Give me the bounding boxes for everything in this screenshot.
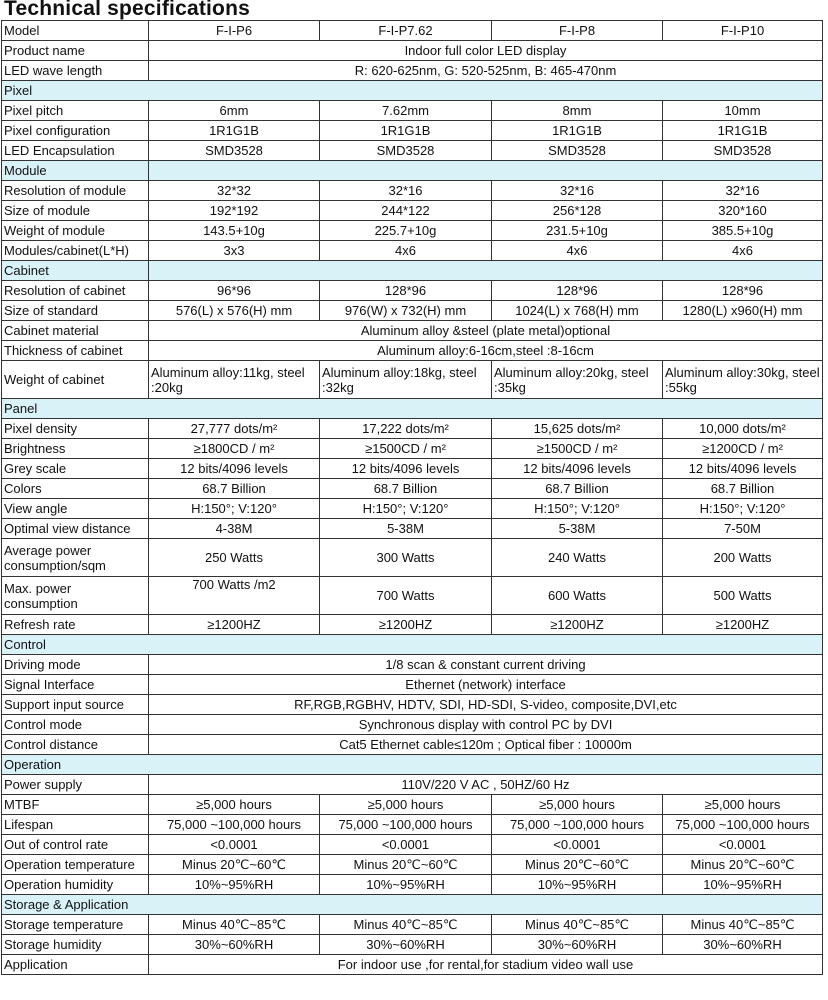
spec-value: ≥5,000 hours [149, 795, 320, 815]
spec-value: 385.5+10g [663, 221, 823, 241]
spec-value: Aluminum alloy:18kg, steel :32kg [320, 361, 492, 399]
spec-value: 4x6 [663, 241, 823, 261]
spec-value-all-models: 1/8 scan & constant current driving [149, 655, 823, 675]
spec-label: Storage humidity [2, 935, 149, 955]
spec-value: 8mm [492, 101, 663, 121]
spec-value: Minus 40℃~85℃ [663, 915, 823, 935]
spec-label: Control mode [2, 715, 149, 735]
section-title: Panel [2, 399, 823, 419]
spec-value: 5-38M [492, 519, 663, 539]
section-header-row [2, 895, 823, 915]
spec-value: 576(L) x 576(H) mm [149, 301, 320, 321]
spec-value: 300 Watts [320, 539, 492, 577]
spec-value-all-models: RF,RGB,RGBHV, HDTV, SDI, HD-SDI, S-video, composite,DVI,etc [149, 695, 823, 715]
spec-value: 10%~95%RH [149, 875, 320, 895]
spec-value: 6mm [149, 101, 320, 121]
spec-value-all-models: For indoor use ,for rental,for stadium video wall use [149, 955, 823, 975]
spec-value: SMD3528 [320, 141, 492, 161]
table-row [2, 835, 823, 855]
table-row [2, 775, 823, 795]
table-row [2, 615, 823, 635]
spec-value: F-I-P7.62 [320, 21, 492, 41]
spec-value: SMD3528 [663, 141, 823, 161]
spec-value: ≥5,000 hours [320, 795, 492, 815]
spec-value: 256*128 [492, 201, 663, 221]
spec-label: LED Encapsulation [2, 141, 149, 161]
spec-value: 30%~60%RH [149, 935, 320, 955]
spec-value: Minus 20℃~60℃ [149, 855, 320, 875]
spec-value: Minus 40℃~85℃ [492, 915, 663, 935]
section-fill [149, 261, 823, 281]
spec-value: Minus 40℃~85℃ [149, 915, 320, 935]
spec-value: 12 bits/4096 levels [492, 459, 663, 479]
spec-value: 976(W) x 732(H) mm [320, 301, 492, 321]
spec-value: 10%~95%RH [320, 875, 492, 895]
spec-label: Size of standard [2, 301, 149, 321]
spec-value: 1280(L) x960(H) mm [663, 301, 823, 321]
spec-label: Grey scale [2, 459, 149, 479]
spec-value: ≥1200HZ [320, 615, 492, 635]
table-row [2, 141, 823, 161]
section-title: Control [2, 635, 823, 655]
spec-value: ≥1200HZ [492, 615, 663, 635]
spec-value: 15,625 dots/m² [492, 419, 663, 439]
spec-label: Pixel density [2, 419, 149, 439]
section-title: Storage & Application [2, 895, 823, 915]
spec-label: Driving mode [2, 655, 149, 675]
spec-value: ≥5,000 hours [492, 795, 663, 815]
spec-value: 32*16 [663, 181, 823, 201]
section-title: Module [2, 161, 149, 181]
table-row [2, 361, 823, 399]
spec-value: 75,000 ~100,000 hours [663, 815, 823, 835]
section-header-row [2, 81, 823, 101]
spec-label: Out of control rate [2, 835, 149, 855]
spec-value: 32*16 [492, 181, 663, 201]
section-title: Cabinet [2, 261, 149, 281]
spec-value: 10,000 dots/m² [663, 419, 823, 439]
spec-value: 200 Watts [663, 539, 823, 577]
spec-value: 192*192 [149, 201, 320, 221]
table-row [2, 715, 823, 735]
spec-value: 5-38M [320, 519, 492, 539]
table-row [2, 915, 823, 935]
spec-value: 250 Watts [149, 539, 320, 577]
table-row [2, 419, 823, 439]
spec-label: Operation temperature [2, 855, 149, 875]
spec-label: Pixel pitch [2, 101, 149, 121]
table-row [2, 121, 823, 141]
table-row [2, 499, 823, 519]
spec-value: 231.5+10g [492, 221, 663, 241]
spec-value: <0.0001 [492, 835, 663, 855]
spec-value: Aluminum alloy:20kg, steel :35kg [492, 361, 663, 399]
spec-value: 700 Watts /m2 [149, 577, 320, 615]
spec-value: 320*160 [663, 201, 823, 221]
table-row [2, 675, 823, 695]
spec-value: 10%~95%RH [663, 875, 823, 895]
table-row [2, 41, 823, 61]
spec-value: 4-38M [149, 519, 320, 539]
spec-value: F-I-P8 [492, 21, 663, 41]
table-row [2, 301, 823, 321]
spec-label: Pixel configuration [2, 121, 149, 141]
spec-value: ≥1500CD / m² [492, 439, 663, 459]
spec-label: Cabinet material [2, 321, 149, 341]
spec-label: Optimal view distance [2, 519, 149, 539]
table-row [2, 321, 823, 341]
spec-table [1, 20, 823, 975]
spec-label: Refresh rate [2, 615, 149, 635]
spec-value: 240 Watts [492, 539, 663, 577]
spec-value: 12 bits/4096 levels [320, 459, 492, 479]
spec-value-all-models: 110V/220 V AC , 50HZ/60 Hz [149, 775, 823, 795]
spec-value: 244*122 [320, 201, 492, 221]
table-row [2, 439, 823, 459]
spec-value: 7-50M [663, 519, 823, 539]
spec-value: 32*32 [149, 181, 320, 201]
spec-value: 7.62mm [320, 101, 492, 121]
table-row [2, 735, 823, 755]
spec-value: 700 Watts [320, 577, 492, 615]
spec-value: 68.7 Billion [663, 479, 823, 499]
spec-label: Signal Interface [2, 675, 149, 695]
spec-label: Support input source [2, 695, 149, 715]
spec-label: Brightness [2, 439, 149, 459]
spec-value-all-models: Ethernet (network) interface [149, 675, 823, 695]
spec-value: Minus 20℃~60℃ [492, 855, 663, 875]
table-row [2, 795, 823, 815]
spec-label: Control distance [2, 735, 149, 755]
spec-value: 32*16 [320, 181, 492, 201]
table-row [2, 479, 823, 499]
spec-value: H:150°; V:120° [320, 499, 492, 519]
spec-value: H:150°; V:120° [663, 499, 823, 519]
spec-value: 1R1G1B [149, 121, 320, 141]
page-title: Technical specifications [4, 0, 250, 20]
spec-value: 27,777 dots/m² [149, 419, 320, 439]
section-header-row [2, 399, 823, 419]
spec-label: Lifespan [2, 815, 149, 835]
spec-value-all-models: Aluminum alloy:6-16cm,steel :8-16cm [149, 341, 823, 361]
spec-value: 500 Watts [663, 577, 823, 615]
spec-value: <0.0001 [663, 835, 823, 855]
table-row [2, 815, 823, 835]
table-row [2, 21, 823, 41]
spec-label: Size of module [2, 201, 149, 221]
spec-value: 12 bits/4096 levels [149, 459, 320, 479]
spec-label: Model [2, 21, 149, 41]
spec-value: 128*96 [492, 281, 663, 301]
spec-value: 12 bits/4096 levels [663, 459, 823, 479]
table-row [2, 241, 823, 261]
spec-value-all-models: Cat5 Ethernet cable≤120m ; Optical fiber : 10000m [149, 735, 823, 755]
table-row [2, 655, 823, 675]
spec-label: Average power consumption/sqm [2, 539, 149, 577]
table-row [2, 955, 823, 975]
spec-label: Resolution of cabinet [2, 281, 149, 301]
spec-value: 68.7 Billion [492, 479, 663, 499]
spec-value: 68.7 Billion [320, 479, 492, 499]
spec-value: <0.0001 [149, 835, 320, 855]
spec-label: Application [2, 955, 149, 975]
spec-value: 4x6 [320, 241, 492, 261]
spec-value-all-models: R: 620-625nm, G: 520-525nm, B: 465-470nm [149, 61, 823, 81]
table-row [2, 855, 823, 875]
section-header-row [2, 161, 823, 181]
table-row [2, 201, 823, 221]
spec-value: 1R1G1B [492, 121, 663, 141]
spec-value: 3x3 [149, 241, 320, 261]
spec-label: Storage temperature [2, 915, 149, 935]
spec-value: ≥1200CD / m² [663, 439, 823, 459]
spec-value: 1R1G1B [663, 121, 823, 141]
spec-value: ≥5,000 hours [663, 795, 823, 815]
section-header-row [2, 755, 823, 775]
spec-value: <0.0001 [320, 835, 492, 855]
spec-value: SMD3528 [149, 141, 320, 161]
spec-value: 600 Watts [492, 577, 663, 615]
spec-value: SMD3528 [492, 141, 663, 161]
table-row [2, 61, 823, 81]
spec-table-body [2, 21, 823, 975]
spec-label: Modules/cabinet(L*H) [2, 241, 149, 261]
spec-value: F-I-P10 [663, 21, 823, 41]
spec-value: 75,000 ~100,000 hours [320, 815, 492, 835]
section-header-row [2, 261, 823, 281]
spec-label: Weight of module [2, 221, 149, 241]
table-row [2, 101, 823, 121]
section-title: Operation [2, 755, 823, 775]
spec-value: 10%~95%RH [492, 875, 663, 895]
spec-value: 128*96 [320, 281, 492, 301]
spec-value: Minus 20℃~60℃ [663, 855, 823, 875]
spec-label: Operation humidity [2, 875, 149, 895]
spec-label: Product name [2, 41, 149, 61]
spec-value: ≥1200HZ [663, 615, 823, 635]
spec-value: H:150°; V:120° [492, 499, 663, 519]
spec-value: 1R1G1B [320, 121, 492, 141]
spec-value: 30%~60%RH [492, 935, 663, 955]
spec-value: H:150°; V:120° [149, 499, 320, 519]
spec-value: 143.5+10g [149, 221, 320, 241]
table-row [2, 181, 823, 201]
spec-label: Resolution of module [2, 181, 149, 201]
table-row [2, 459, 823, 479]
spec-value: Minus 40℃~85℃ [320, 915, 492, 935]
spec-value: Aluminum alloy:11kg, steel :20kg [149, 361, 320, 399]
section-title: Pixel [2, 81, 823, 101]
spec-label: Max. power consumption [2, 577, 149, 615]
spec-value: 10mm [663, 101, 823, 121]
spec-label: Weight of cabinet [2, 361, 149, 399]
spec-label: MTBF [2, 795, 149, 815]
spec-value: 17,222 dots/m² [320, 419, 492, 439]
spec-value: 75,000 ~100,000 hours [149, 815, 320, 835]
table-row [2, 875, 823, 895]
spec-value: Aluminum alloy:30kg, steel :55kg [663, 361, 823, 399]
spec-value: 75,000 ~100,000 hours [492, 815, 663, 835]
section-fill [149, 161, 823, 181]
spec-value-all-models: Indoor full color LED display [149, 41, 823, 61]
spec-value: F-I-P6 [149, 21, 320, 41]
spec-value-all-models: Aluminum alloy &steel (plate metal)optional [149, 321, 823, 341]
table-row [2, 221, 823, 241]
spec-value-all-models: Synchronous display with control PC by DVI [149, 715, 823, 735]
spec-value: 1024(L) x 768(H) mm [492, 301, 663, 321]
table-row [2, 539, 823, 577]
table-row [2, 695, 823, 715]
spec-value: ≥1500CD / m² [320, 439, 492, 459]
table-row [2, 519, 823, 539]
spec-value: 225.7+10g [320, 221, 492, 241]
spec-label: Thickness of cabinet [2, 341, 149, 361]
spec-value: 96*96 [149, 281, 320, 301]
table-row [2, 577, 823, 615]
spec-value: 68.7 Billion [149, 479, 320, 499]
spec-value: Minus 20℃~60℃ [320, 855, 492, 875]
spec-label: View angle [2, 499, 149, 519]
spec-label: Power supply [2, 775, 149, 795]
spec-value: 30%~60%RH [320, 935, 492, 955]
spec-value: 30%~60%RH [663, 935, 823, 955]
table-row [2, 341, 823, 361]
table-row [2, 281, 823, 301]
spec-label: LED wave length [2, 61, 149, 81]
spec-value: 128*96 [663, 281, 823, 301]
table-row [2, 935, 823, 955]
section-header-row [2, 635, 823, 655]
spec-value: 4x6 [492, 241, 663, 261]
spec-value: ≥1800CD / m² [149, 439, 320, 459]
spec-label: Colors [2, 479, 149, 499]
spec-value: ≥1200HZ [149, 615, 320, 635]
